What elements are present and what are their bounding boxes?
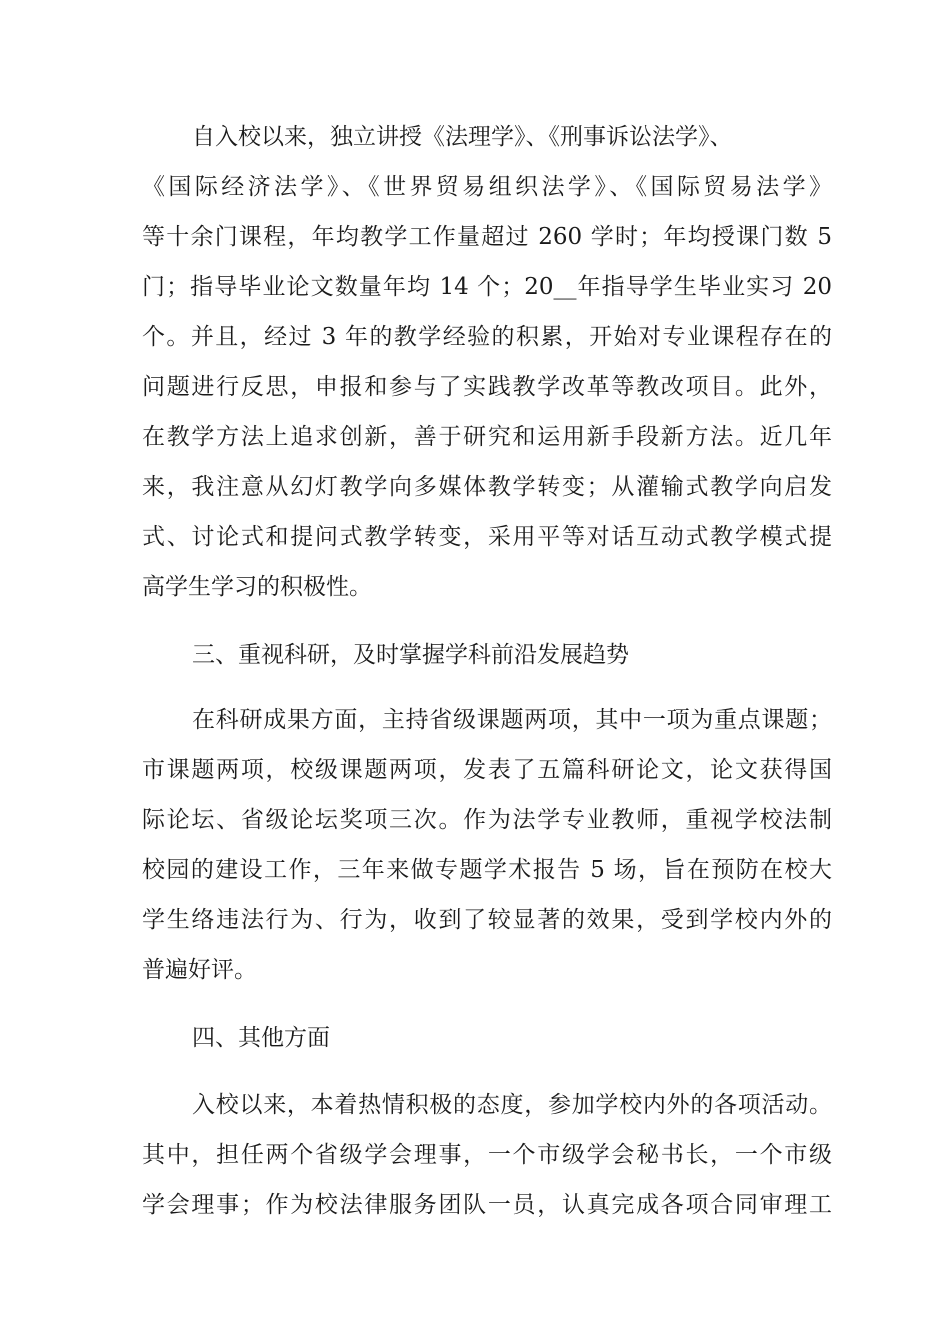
text-line: 来，我注意从幻灯教学向多媒体教学转变；从灌输式教学向启发 xyxy=(142,474,832,500)
heading-text: 三、重视科研，及时掌握学科前沿发展趋势 xyxy=(192,642,629,668)
text-line: 个。并且，经过 3 年的教学经验的积累，开始对专业课程存在的 xyxy=(142,324,832,350)
text-line: 学会理事；作为校法律服务团队一员，认真完成各项合同审理工 xyxy=(142,1192,832,1218)
section-heading-other xyxy=(142,1013,832,1063)
text-line: 校园的建设工作，三年来做专题学术报告 5 场，旨在预防在校大 xyxy=(142,857,832,883)
text-line: 《国际经济法学》、《世界贸易组织法学》、《国际贸易法学》 xyxy=(142,174,832,200)
text-line: 其中，担任两个省级学会理事，一个市级学会秘书长，一个市级 xyxy=(142,1142,832,1168)
heading-text: 四、其他方面 xyxy=(192,1025,330,1051)
paragraph-other xyxy=(142,1080,832,1230)
text-line: 际论坛、省级论坛奖项三次。作为法学专业教师，重视学校法制 xyxy=(142,807,832,833)
section-heading-research xyxy=(142,630,832,680)
text-line: 普遍好评。 xyxy=(142,957,257,983)
text-line: 在教学方法上追求创新，善于研究和运用新手段新方法。近几年 xyxy=(142,424,832,450)
text-line: 在科研成果方面，主持省级课题两项，其中一项为重点课题； xyxy=(192,707,832,733)
text-line: 市课题两项，校级课题两项，发表了五篇科研论文，论文获得国 xyxy=(142,757,832,783)
text-line: 高学生学习的积极性。 xyxy=(142,574,372,600)
paragraph-research xyxy=(142,695,832,995)
text-line: 等十余门课程，年均教学工作量超过 260 学时；年均授课门数 5 xyxy=(142,224,832,250)
text-line: 自入校以来，独立讲授《法理学》、《刑事诉讼法学》、 xyxy=(192,124,733,150)
text-line: 式、讨论式和提问式教学转变，采用平等对话互动式教学模式提 xyxy=(142,524,832,550)
text-line: 学生络违法行为、行为，收到了较显著的效果，受到学校内外的 xyxy=(142,907,832,933)
paragraph-teaching xyxy=(142,112,832,612)
text-line: 门；指导毕业论文数量年均 14 个；20__年指导学生毕业实习 20 xyxy=(142,274,832,300)
text-line: 入校以来，本着热情积极的态度，参加学校内外的各项活动。 xyxy=(192,1092,832,1118)
text-line: 问题进行反思，申报和参与了实践教学改革等教改项目。此外， xyxy=(142,374,832,400)
